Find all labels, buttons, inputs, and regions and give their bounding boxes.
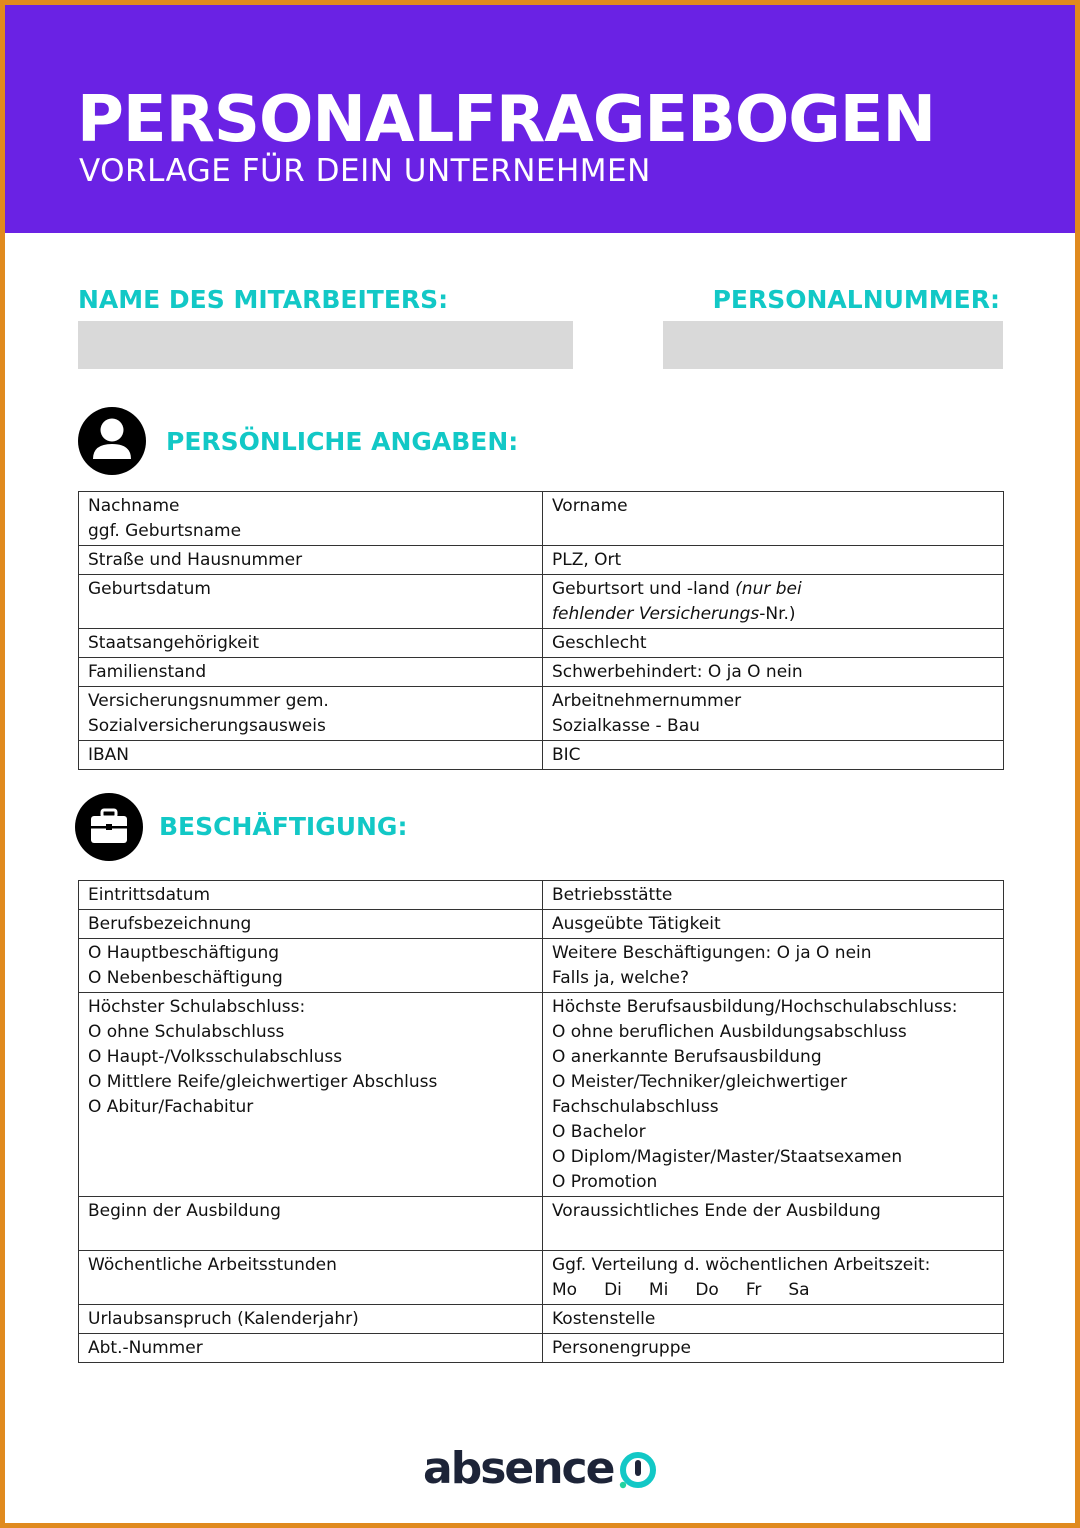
table-cell[interactable] [79,658,543,687]
table-cell[interactable] [79,575,543,629]
cell-label: Abt.-Nummer [88,1338,203,1358]
cell-spacer [88,1224,533,1249]
table-cell[interactable] [543,1251,1004,1305]
section-title-personal: PERSÖNLICHE ANGABEN: [166,427,519,456]
cell-label: Kostenstelle [552,1309,656,1329]
cell-label: Geburtsdatum [88,579,211,599]
cell-label: Straße und Hausnummer [88,550,303,570]
table-row [79,687,1004,741]
cell-label-plain: Geburtsort und -land [552,579,736,599]
cell-label: PLZ, Ort [552,550,622,570]
checkbox-option[interactable]: O Mittlere Reife/gleichwertiger Abschluss [88,1072,438,1092]
table-cell[interactable] [543,546,1004,575]
weekday-labels: Mo Di Mi Do Fr Sa [552,1280,810,1300]
table-cell[interactable] [79,1251,543,1305]
table-row [79,1197,1004,1251]
table-cell[interactable] [543,881,1004,910]
table-row [79,741,1004,770]
table-cell[interactable] [79,687,543,741]
cell-label [552,602,994,627]
cell-label: Höchster Schulabschluss: [88,997,306,1017]
table-row [79,993,1004,1197]
checkbox-option[interactable]: O Promotion [552,1172,658,1192]
table-cell[interactable] [79,1334,543,1363]
table-row [79,939,1004,993]
table-row [79,1334,1004,1363]
checkbox-option[interactable]: O ohne Schulabschluss [88,1022,285,1042]
absence-logo [423,1443,663,1499]
table-row [79,546,1004,575]
table-row [79,1251,1004,1305]
absence-power-icon [619,1451,657,1489]
checkbox-option[interactable]: O Nebenbeschäftigung [88,968,283,988]
cell-label-italic: fehlender Versicherungs [552,604,760,624]
cell-spacer [552,1224,994,1249]
cell-label: IBAN [88,745,130,765]
person-icon [78,407,146,475]
cell-label: Betriebsstätte [552,885,673,905]
cell-label: Sozialkasse - Bau [552,716,700,736]
table-cell[interactable] [79,939,543,993]
table-cell[interactable] [543,1334,1004,1363]
cell-label: Wöchentliche Arbeitsstunden [88,1255,337,1275]
logo-text: absence [423,1443,614,1494]
cell-label-italic: (nur bei [735,579,802,599]
employee-name-field[interactable] [78,321,573,369]
table-cell[interactable] [543,658,1004,687]
table-cell[interactable] [79,1305,543,1334]
checkbox-option[interactable]: O ohne beruflichen Ausbildungsabschluss [552,1022,907,1042]
page-subtitle: VORLAGE FÜR DEIN UNTERNEHMEN [79,153,651,189]
table-cell[interactable] [543,1305,1004,1334]
cell-label: Geschlecht [552,633,647,653]
cell-label-plain: -Nr.) [759,604,796,624]
table-row [79,881,1004,910]
table-cell[interactable] [543,629,1004,658]
cell-label: Versicherungsnummer gem. [88,691,329,711]
table-cell[interactable] [79,993,543,1197]
employee-name-label: NAME DES MITARBEITERS: [78,285,449,314]
cell-label: Arbeitnehmernummer [552,691,742,711]
checkbox-option[interactable]: O Meister/Techniker/gleichwertiger [552,1072,848,1092]
checkbox-option[interactable]: O anerkannte Berufsausbildung [552,1047,822,1067]
briefcase-icon [75,793,143,861]
checkbox-option[interactable]: O Bachelor [552,1122,646,1142]
personnel-number-field[interactable] [663,321,1003,369]
page-title: PERSONALFRAGEBOGEN [77,83,936,157]
employment-table [78,880,1004,1363]
table-cell[interactable] [543,687,1004,741]
table-cell[interactable] [79,741,543,770]
checkbox-option[interactable]: O Haupt-/Volksschulabschluss [88,1047,343,1067]
table-cell[interactable] [543,492,1004,546]
cell-label: Weitere Beschäftigungen: O ja O nein [552,943,872,963]
checkbox-option[interactable]: O Hauptbeschäftigung [88,943,280,963]
checkbox-option[interactable]: O Diplom/Magister/Master/Staatsexamen [552,1147,903,1167]
table-row [79,658,1004,687]
cell-label: BIC [552,745,581,765]
cell-label: Nachname [88,496,180,516]
cell-label [552,577,994,602]
checkbox-option[interactable]: O Abitur/Fachabitur [88,1097,254,1117]
table-row [79,492,1004,546]
cell-label: Staatsangehörigkeit [88,633,260,653]
table-row [79,1305,1004,1334]
cell-label: Berufsbezeichnung [88,914,252,934]
cell-label: Ggf. Verteilung d. wöchentlichen Arbeitszeit: [552,1255,931,1275]
cell-label: Schwerbehindert: O ja O nein [552,662,803,682]
cell-label: Höchste Berufsausbildung/Hochschulabschluss: [552,997,958,1017]
table-cell[interactable] [543,1197,1004,1251]
cell-label: Familienstand [88,662,207,682]
table-cell[interactable] [79,1197,543,1251]
table-row [79,629,1004,658]
table-cell[interactable] [543,993,1004,1197]
cell-label: Fachschulabschluss [552,1097,719,1117]
cell-label: Voraussichtliches Ende der Ausbildung [552,1201,881,1221]
cell-label: Urlaubsanspruch (Kalenderjahr) [88,1309,359,1329]
cell-label: Vorname [552,496,628,516]
cell-label: Personengruppe [552,1338,691,1358]
cell-label: Falls ja, welche? [552,968,689,988]
table-cell[interactable] [79,910,543,939]
table-cell[interactable] [79,629,543,658]
cell-label: Sozialversicherungsausweis [88,716,326,736]
header-banner [5,5,1075,233]
table-cell[interactable] [543,939,1004,993]
table-row [79,910,1004,939]
table-cell[interactable] [543,910,1004,939]
section-title-employment: BESCHÄFTIGUNG: [159,812,408,841]
table-cell[interactable] [543,741,1004,770]
personal-data-table [78,491,1004,770]
cell-label: Eintrittsdatum [88,885,211,905]
table-cell[interactable] [79,881,543,910]
table-cell[interactable] [79,546,543,575]
cell-label: Beginn der Ausbildung [88,1201,281,1221]
cell-label: ggf. Geburtsname [88,521,242,541]
personnel-number-label: PERSONALNUMMER: [712,285,1000,314]
table-row [79,575,1004,629]
table-cell[interactable] [543,575,1004,629]
cell-label: Ausgeübte Tätigkeit [552,914,721,934]
table-cell[interactable] [79,492,543,546]
